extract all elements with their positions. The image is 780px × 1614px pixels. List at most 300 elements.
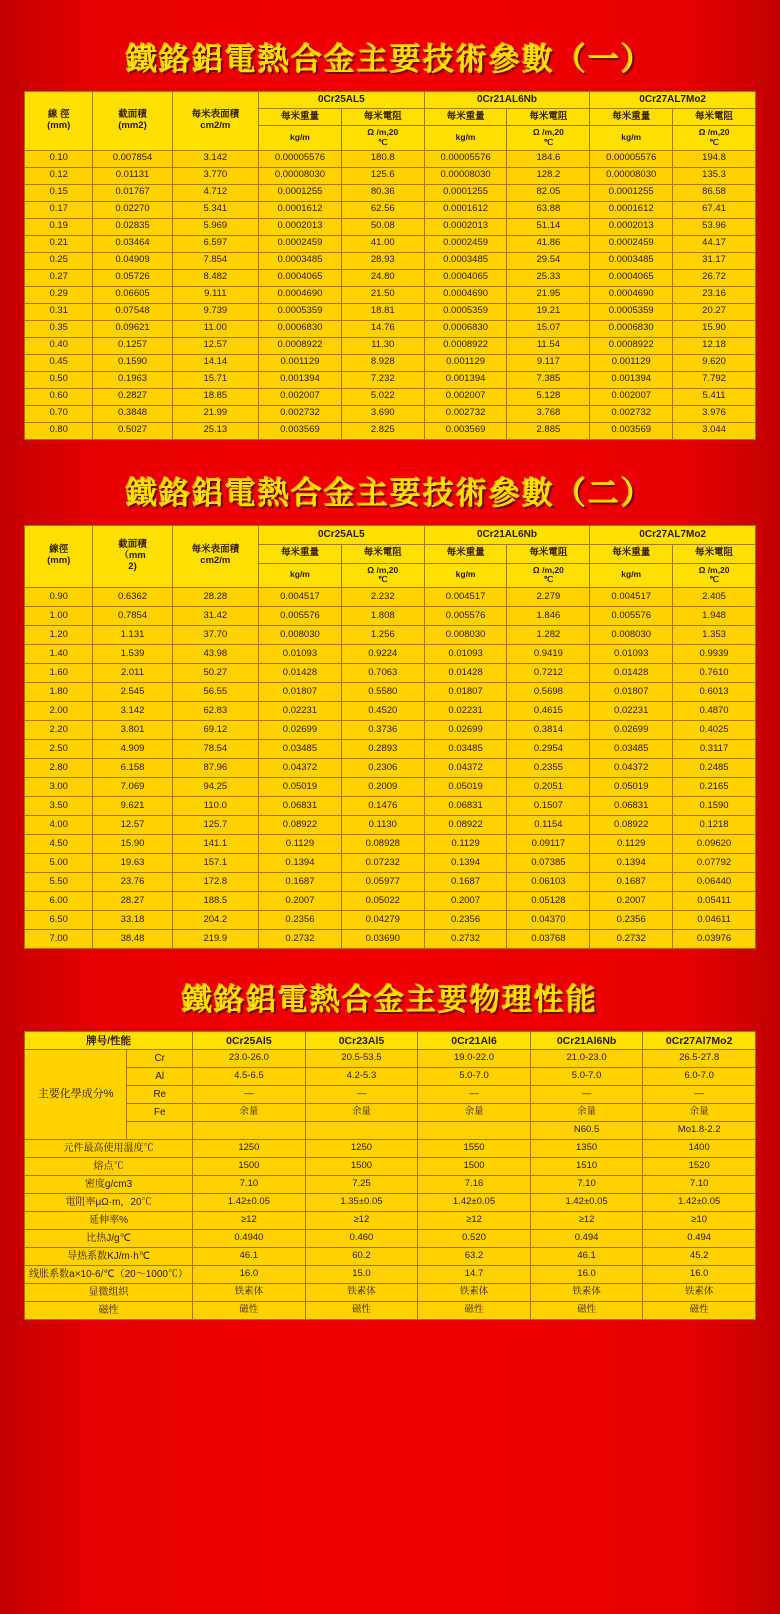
section2-cell-1-0: 1.00 [25,607,93,626]
property-value: 1250 [305,1140,418,1158]
composition-value: 6.0-7.0 [643,1068,756,1086]
section2-cell-6-3: 0.02231 [259,702,342,721]
header-group-0cr27al7mo2: 0Cr27AL7Mo2 [590,92,756,109]
section2-cell-9-4: 0.2306 [341,759,424,778]
header2-surface-area [172,525,258,588]
section2-cell-5-8: 0.6013 [673,683,756,702]
section2-cell-11-2: 110.0 [172,797,258,816]
section1-cell-3-4: 62.56 [341,201,424,218]
section1-cell-10-5: 0.0006830 [424,320,507,337]
section2-cell-17-2: 204.2 [172,911,258,930]
section1-cell-6-1: 0.04909 [93,252,172,269]
section2-cell-14-5: 0.1394 [424,854,507,873]
section1-cell-15-8: 3.976 [673,405,756,422]
section1-cell-10-4: 14.76 [341,320,424,337]
composition-value: 余量 [643,1104,756,1122]
property-value: 1520 [643,1158,756,1176]
header-weight-unit-2: kg/m [424,126,507,151]
res-unit-line2-1: ℃ [377,136,388,147]
section1-cell-4-4: 50.08 [341,218,424,235]
section2-cell-16-5: 0.2007 [424,892,507,911]
section2-cell-12-4: 0.1130 [341,816,424,835]
section2-cell-17-0: 6.50 [25,911,93,930]
property-value: 7.10 [530,1176,643,1194]
section2-cell-11-4: 0.1476 [341,797,424,816]
composition-element: Re [127,1086,193,1104]
section2-cell-3-2: 43.98 [172,645,258,664]
composition-group-label: 主要化學成分% [25,1050,127,1140]
section2-cell-3-7: 0.01093 [590,645,673,664]
header2-cross-section [93,525,172,588]
header2-resistance-1: 每米電阻 [341,544,424,563]
section2-cell-13-4: 0.08928 [341,835,424,854]
property-label: 延伸率% [25,1212,193,1230]
section1-cell-12-2: 14.14 [172,354,258,371]
header-group-0cr25al5: 0Cr25AL5 [259,92,425,109]
section2-cell-17-5: 0.2356 [424,911,507,930]
section2-cell-2-3: 0.008030 [259,626,342,645]
header2-weight-1: 每米重量 [259,544,342,563]
section1-cell-4-7: 0.0002013 [590,218,673,235]
header2-resistance-3: 每米電阻 [673,544,756,563]
composition-value: 余量 [193,1104,306,1122]
section1-cell-0-1: 0.007854 [93,150,172,167]
section2-cell-10-7: 0.05019 [590,778,673,797]
section2-cell-10-8: 0.2165 [673,778,756,797]
section1-cell-14-4: 5.022 [341,388,424,405]
header-surface-area [172,92,258,151]
section1-cell-16-3: 0.003569 [259,422,342,439]
table-row [25,252,756,269]
section1-cell-6-6: 29.54 [507,252,590,269]
header2-surface-area-line2: cm2/m [200,555,231,567]
section1-cell-8-8: 23.16 [673,286,756,303]
section2-cell-11-5: 0.06831 [424,797,507,816]
section1-cell-14-2: 18.85 [172,388,258,405]
section1-cell-16-6: 2.885 [507,422,590,439]
section2-cell-17-7: 0.2356 [590,911,673,930]
section2-cell-14-6: 0.07385 [507,854,590,873]
property-value: 7.16 [418,1176,531,1194]
section2-table-wrap [0,525,780,950]
section1-cell-14-1: 0.2827 [93,388,172,405]
section2-cell-6-4: 0.4520 [341,702,424,721]
section2-cell-13-7: 0.1129 [590,835,673,854]
section2-cell-7-0: 2.20 [25,721,93,740]
section2-cell-5-5: 0.01807 [424,683,507,702]
section2-cell-11-7: 0.06831 [590,797,673,816]
section2-cell-6-6: 0.4615 [507,702,590,721]
composition-value: — [643,1086,756,1104]
section2-cell-11-1: 9.621 [93,797,172,816]
composition-value [305,1122,418,1140]
section1-cell-7-7: 0.0004065 [590,269,673,286]
header2-cross-section-line1: 截面積 [118,538,147,550]
section2-cell-2-6: 1.282 [507,626,590,645]
property-row [25,1284,756,1302]
property-value: 63.2 [418,1248,531,1266]
section2-cell-9-5: 0.04372 [424,759,507,778]
section2-cell-16-2: 188.5 [172,892,258,911]
section2-cell-9-6: 0.2355 [507,759,590,778]
header-weight-3: 每米重量 [590,109,673,126]
section1-cell-2-2: 4.712 [172,184,258,201]
table-row [25,218,756,235]
section1-cell-14-0: 0.60 [25,388,93,405]
section2-cell-15-5: 0.1687 [424,873,507,892]
table-row [25,405,756,422]
section1-cell-13-2: 15.71 [172,371,258,388]
section2-cell-7-5: 0.02699 [424,721,507,740]
res2-unit-line2-1: ℃ [377,574,388,585]
section2-cell-0-7: 0.004517 [590,588,673,607]
section2-cell-6-7: 0.02231 [590,702,673,721]
section2-cell-7-1: 3.801 [93,721,172,740]
header-cross-section-line1: 截面積 [118,108,147,120]
section2-cell-9-3: 0.04372 [259,759,342,778]
section1-cell-0-2: 3.142 [172,150,258,167]
section1-cell-9-6: 19.21 [507,303,590,320]
property-value: 7.10 [643,1176,756,1194]
table-row [25,854,756,873]
section1-cell-0-0: 0.10 [25,150,93,167]
property-label: 导热系数KJ/m·h℃ [25,1248,193,1266]
property-value: 1.42±0.05 [418,1194,531,1212]
property-label: 显微组织 [25,1284,193,1302]
tech-params-table-2 [24,525,756,950]
header2-group-0cr25al5: 0Cr25AL5 [259,525,425,544]
section1-cell-5-4: 41.00 [341,235,424,252]
res-unit-line1-2: Ω /m,20 [532,127,564,137]
section1-cell-9-5: 0.0005359 [424,303,507,320]
section1-cell-3-1: 0.02270 [93,201,172,218]
section2-cell-15-0: 5.50 [25,873,93,892]
header-row-1 [25,92,756,109]
table-row [25,626,756,645]
section2-cell-13-3: 0.1129 [259,835,342,854]
section1-cell-2-5: 0.0001255 [424,184,507,201]
section1-cell-2-3: 0.0001255 [259,184,342,201]
section2-cell-8-8: 0.3117 [673,740,756,759]
property-label: 线胀系数a×10-6/℃（20～1000℃） [25,1266,193,1284]
composition-value [418,1122,531,1140]
section2-cell-0-3: 0.004517 [259,588,342,607]
section2-cell-5-1: 2.545 [93,683,172,702]
header-resistance-unit-1 [341,126,424,151]
table-body-2 [25,588,756,949]
section1-cell-1-7: 0.00008030 [590,167,673,184]
section1-cell-14-5: 0.002007 [424,388,507,405]
section1-cell-8-7: 0.0004690 [590,286,673,303]
table-row [25,740,756,759]
section1-cell-9-1: 0.07548 [93,303,172,320]
header-cross-section [93,92,172,151]
property-value: 60.2 [305,1248,418,1266]
section2-cell-1-4: 1.808 [341,607,424,626]
composition-value: 5.0-7.0 [418,1068,531,1086]
header2-resistance-unit-3 [673,563,756,588]
section2-cell-9-8: 0.2485 [673,759,756,778]
section2-cell-11-0: 3.50 [25,797,93,816]
section2-cell-1-6: 1.846 [507,607,590,626]
composition-value: — [530,1086,643,1104]
header3-col-1: 0Cr23Al5 [305,1032,418,1050]
section2-cell-10-0: 3.00 [25,778,93,797]
section1-cell-8-3: 0.0004690 [259,286,342,303]
composition-value: 23.0-26.0 [193,1050,306,1068]
section1-cell-4-5: 0.0002013 [424,218,507,235]
section2-cell-17-8: 0.04611 [673,911,756,930]
section2-cell-15-2: 172.8 [172,873,258,892]
section1-cell-15-2: 21.99 [172,405,258,422]
section1-cell-3-8: 67.41 [673,201,756,218]
property-label: 元件最高使用溫度℃ [25,1140,193,1158]
section2-cell-4-3: 0.01428 [259,664,342,683]
section1-cell-3-0: 0.17 [25,201,93,218]
section2-cell-2-0: 1.20 [25,626,93,645]
header3-col-2: 0Cr21Al6 [418,1032,531,1050]
property-value: 1500 [193,1158,306,1176]
section1-cell-6-0: 0.25 [25,252,93,269]
section1-title: 鐵鉻鋁電熱合金主要技術參數（一） [126,42,654,78]
section3-table-wrap [0,1031,780,1320]
section2-cell-15-3: 0.1687 [259,873,342,892]
section2-cell-8-7: 0.03485 [590,740,673,759]
table-row [25,645,756,664]
property-value: ≥12 [418,1212,531,1230]
composition-row [25,1086,756,1104]
table-row [25,150,756,167]
header-resistance-3: 每米電阻 [673,109,756,126]
section2-cell-12-3: 0.08922 [259,816,342,835]
section2-cell-16-1: 28.27 [93,892,172,911]
tech-params-table-1 [24,91,756,440]
property-value: 磁性 [193,1302,306,1320]
section2-cell-15-4: 0.05977 [341,873,424,892]
property-value: ≥10 [643,1212,756,1230]
section3-title: 鐵鉻鋁電熱合金主要物理性能 [182,983,598,1019]
res2-unit-line1-1: Ω /m,20 [367,564,399,575]
section2-cell-16-6: 0.05128 [507,892,590,911]
composition-value: — [305,1086,418,1104]
section2-cell-6-5: 0.02231 [424,702,507,721]
section2-cell-7-8: 0.4025 [673,721,756,740]
section1-cell-4-2: 5.969 [172,218,258,235]
composition-value: Mo1.8-2.2 [643,1122,756,1140]
table-header-2 [25,525,756,588]
section2-cell-0-2: 28.28 [172,588,258,607]
section1-cell-2-0: 0.15 [25,184,93,201]
section2-cell-1-2: 31.42 [172,607,258,626]
res2-unit-line1-3: Ω /m,20 [698,564,730,575]
header3-row [25,1032,756,1050]
composition-value [193,1122,306,1140]
composition-element: Fe [127,1104,193,1122]
section1-cell-12-4: 8.928 [341,354,424,371]
section2-cell-14-1: 19.63 [93,854,172,873]
table-row [25,422,756,439]
header2-weight-unit-2: kg/m [424,563,507,588]
table-row [25,721,756,740]
composition-value: 20.5-53.5 [305,1050,418,1068]
section2-cell-4-8: 0.7610 [673,664,756,683]
section2-cell-7-4: 0.3736 [341,721,424,740]
section2-cell-8-0: 2.50 [25,740,93,759]
section2-cell-5-7: 0.01807 [590,683,673,702]
property-value: 15.0 [305,1266,418,1284]
section2-cell-4-0: 1.60 [25,664,93,683]
section1-cell-0-8: 194.8 [673,150,756,167]
section1-cell-3-5: 0.0001612 [424,201,507,218]
section1-cell-16-0: 0.80 [25,422,93,439]
property-value: 46.1 [193,1248,306,1266]
section2-cell-13-8: 0.09620 [673,835,756,854]
section1-cell-4-3: 0.0002013 [259,218,342,235]
section1-cell-14-8: 5.411 [673,388,756,405]
section1-cell-13-5: 0.001394 [424,371,507,388]
header2-wire-diameter [25,525,93,588]
section1-cell-1-5: 0.00008030 [424,167,507,184]
property-value: ≥12 [193,1212,306,1230]
section1-cell-8-1: 0.06605 [93,286,172,303]
section2-cell-13-6: 0.09117 [507,835,590,854]
property-row [25,1140,756,1158]
section2-cell-18-7: 0.2732 [590,930,673,949]
section2-cell-17-3: 0.2356 [259,911,342,930]
header2-wire-diameter-line2: (mm) [47,555,71,567]
composition-row [25,1122,756,1140]
property-value: 1.42±0.05 [530,1194,643,1212]
table-row [25,759,756,778]
section1-cell-15-1: 0.3848 [93,405,172,422]
header3-col-0: 0Cr25Al5 [193,1032,306,1050]
table-row [25,835,756,854]
property-value: 铁素体 [530,1284,643,1302]
section1-cell-7-8: 26.72 [673,269,756,286]
composition-value: 26.5-27.8 [643,1050,756,1068]
table-row [25,892,756,911]
header3-grade-property: 牌号/性能 [25,1032,193,1050]
property-value: 0.520 [418,1230,531,1248]
section2-cell-18-6: 0.03768 [507,930,590,949]
res2-unit-line1-2: Ω /m,20 [532,564,564,575]
section1-cell-5-3: 0.0002459 [259,235,342,252]
section1-cell-7-3: 0.0004065 [259,269,342,286]
section1-cell-10-7: 0.0006830 [590,320,673,337]
section1-cell-11-8: 12.18 [673,337,756,354]
header3-col-4: 0Cr27Al7Mo2 [643,1032,756,1050]
section1-cell-6-2: 7.854 [172,252,258,269]
composition-value: N60.5 [530,1122,643,1140]
section1-cell-5-2: 6.597 [172,235,258,252]
property-label: 電阻率μΩ·m，20℃ [25,1194,193,1212]
section1-cell-9-7: 0.0005359 [590,303,673,320]
header-weight-2: 每米重量 [424,109,507,126]
section1-cell-2-8: 86.58 [673,184,756,201]
section1-cell-11-5: 0.0008922 [424,337,507,354]
section2-cell-8-1: 4.909 [93,740,172,759]
section1-cell-9-8: 20.27 [673,303,756,320]
section1-cell-5-6: 41.86 [507,235,590,252]
property-value: 14.7 [418,1266,531,1284]
section1-cell-3-3: 0.0001612 [259,201,342,218]
section2-cell-13-1: 15.90 [93,835,172,854]
section1-cell-11-2: 12.57 [172,337,258,354]
section2-cell-5-2: 56.55 [172,683,258,702]
property-value: 铁素体 [305,1284,418,1302]
section1-cell-5-5: 0.0002459 [424,235,507,252]
section2-cell-4-4: 0.7063 [341,664,424,683]
section1-cell-7-2: 8.482 [172,269,258,286]
property-label: 比热J/g℃ [25,1230,193,1248]
header2-weight-3: 每米重量 [590,544,673,563]
composition-value: 4.5-6.5 [193,1068,306,1086]
section2-cell-13-0: 4.50 [25,835,93,854]
composition-row [25,1104,756,1122]
section2-cell-10-1: 7.069 [93,778,172,797]
header-resistance-1: 每米電阻 [341,109,424,126]
section1-cell-15-5: 0.002732 [424,405,507,422]
section2-cell-12-6: 0.1154 [507,816,590,835]
header3-col-3: 0Cr21Al6Nb [530,1032,643,1050]
section1-cell-8-0: 0.29 [25,286,93,303]
section2-cell-16-8: 0.05411 [673,892,756,911]
section2-cell-10-5: 0.05019 [424,778,507,797]
section1-cell-13-1: 0.1963 [93,371,172,388]
section1-cell-10-6: 15.07 [507,320,590,337]
section1-cell-11-3: 0.0008922 [259,337,342,354]
section2-cell-12-2: 125.7 [172,816,258,835]
composition-value: 21.0-23.0 [530,1050,643,1068]
section1-cell-3-6: 63.88 [507,201,590,218]
section1-cell-2-1: 0.01767 [93,184,172,201]
section1-cell-5-7: 0.0002459 [590,235,673,252]
section1-cell-0-5: 0.00005576 [424,150,507,167]
property-row [25,1194,756,1212]
header-wire-diameter [25,92,93,151]
section2-cell-5-0: 1.80 [25,683,93,702]
section1-cell-12-0: 0.45 [25,354,93,371]
header2-resistance-unit-1 [341,563,424,588]
property-value: 0.494 [530,1230,643,1248]
composition-value: 余量 [530,1104,643,1122]
section2-cell-9-2: 87.96 [172,759,258,778]
section1-cell-12-6: 9.117 [507,354,590,371]
composition-element: Al [127,1068,193,1086]
table-row [25,167,756,184]
table-row [25,235,756,252]
composition-value: 余量 [418,1104,531,1122]
composition-value: 余量 [305,1104,418,1122]
section2-cell-14-2: 157.1 [172,854,258,873]
res2-unit-line2-3: ℃ [709,574,719,585]
header2-weight-unit-3: kg/m [590,563,673,588]
res2-unit-line2-2: ℃ [543,574,554,585]
header2-resistance-unit-2 [507,563,590,588]
section2-cell-4-1: 2.011 [93,664,172,683]
section1-table-wrap [0,91,780,440]
section2-cell-14-0: 5.00 [25,854,93,873]
section2-cell-18-5: 0.2732 [424,930,507,949]
section2-cell-8-3: 0.03485 [259,740,342,759]
property-row [25,1212,756,1230]
section1-cell-4-6: 51.14 [507,218,590,235]
header-wire-diameter-line1: 線 徑 [47,108,70,120]
section2-cell-5-6: 0.5698 [507,683,590,702]
property-value: 1510 [530,1158,643,1176]
section1-cell-11-0: 0.40 [25,337,93,354]
property-value: 16.0 [193,1266,306,1284]
